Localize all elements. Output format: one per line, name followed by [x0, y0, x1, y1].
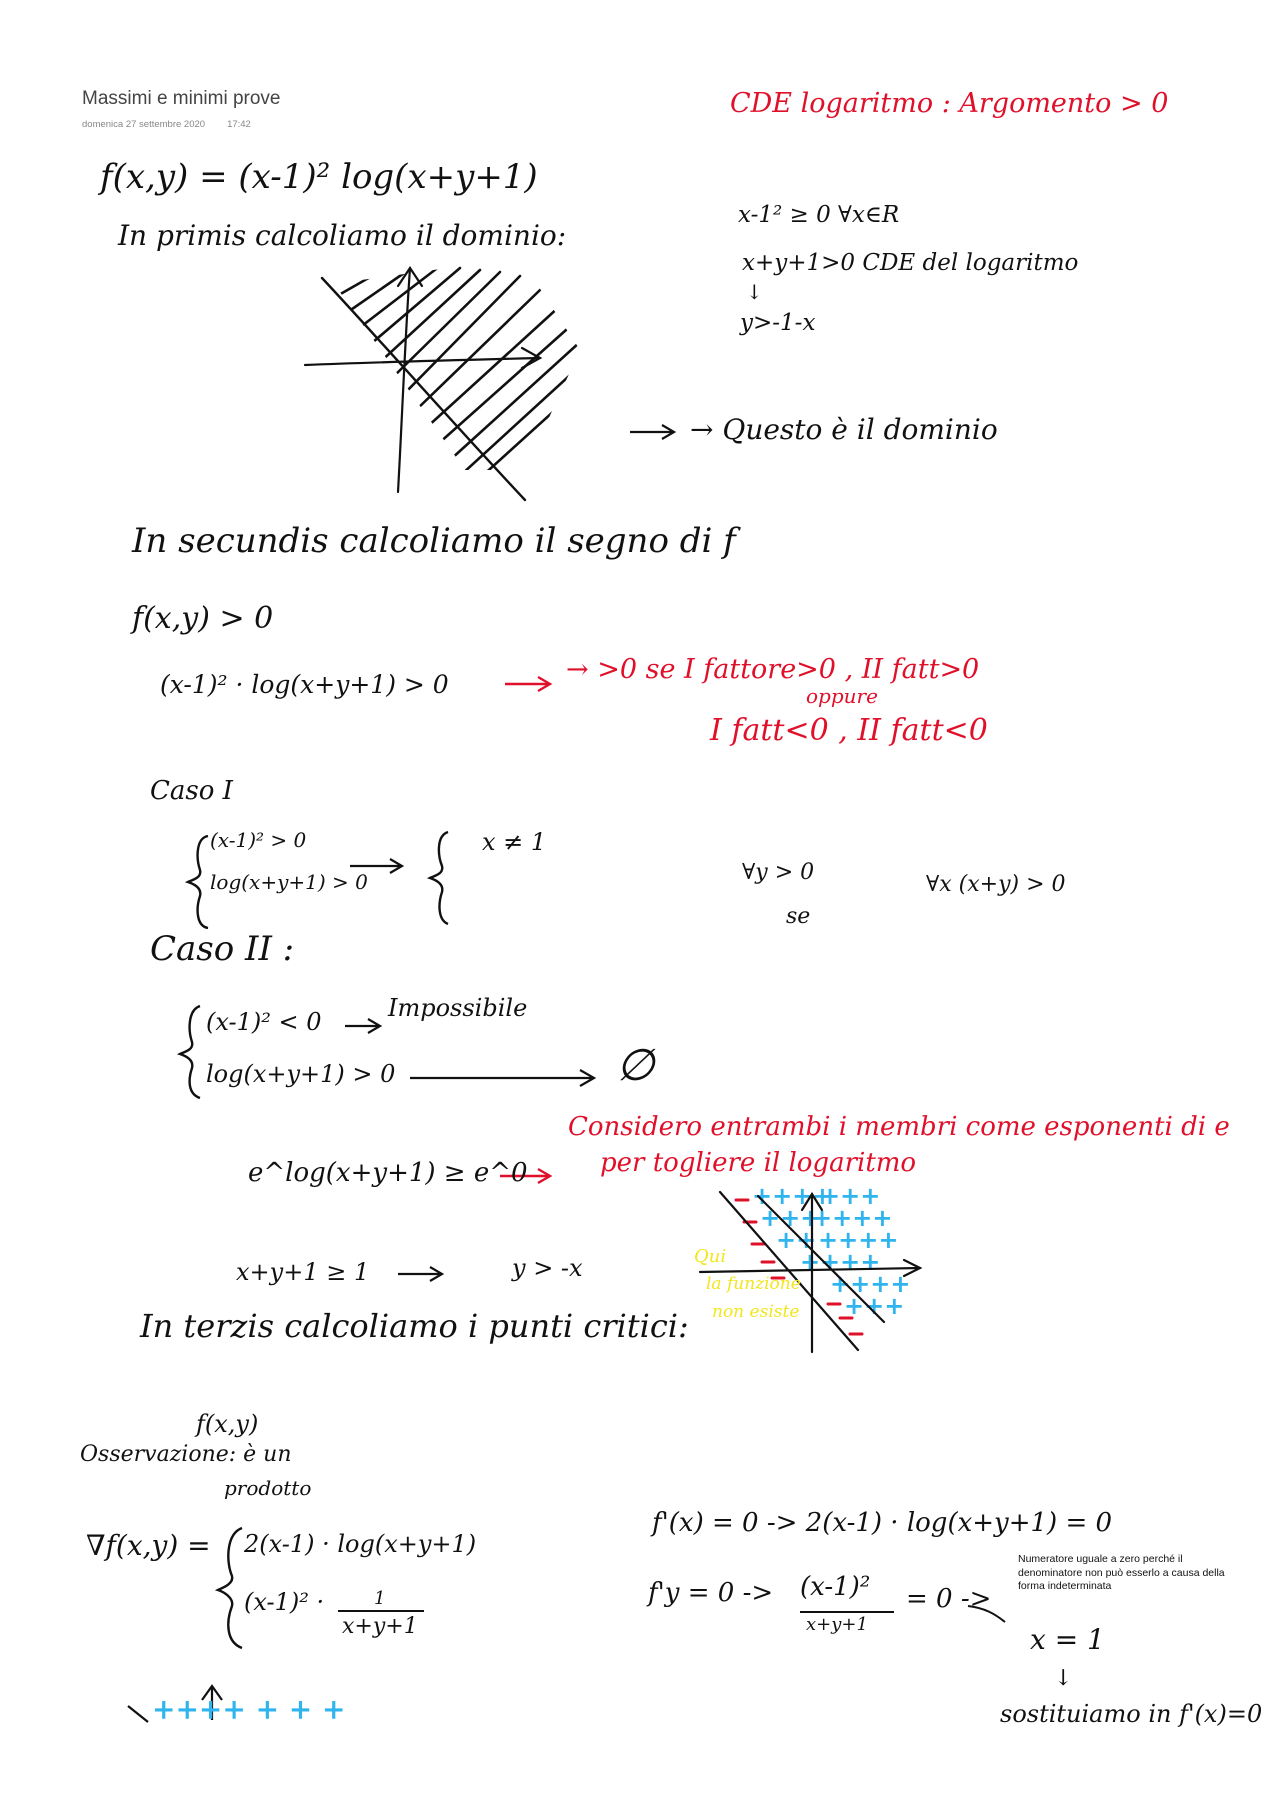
plot-note-2: la funzione [706, 1274, 801, 1294]
fy-fraction-num: (x-1)² [800, 1572, 871, 1602]
svg-text:++++: ++++ [830, 1270, 911, 1298]
step-sign: In secundis calcoliamo il segno di f [132, 521, 736, 561]
svg-text:+++: +++ [820, 1182, 881, 1210]
domain-label: → Questo è il dominio [690, 413, 998, 446]
function-definition: f(x,y) = (x-1)² log(x+y+1) [100, 157, 538, 197]
sign-rule-2: I fatt<0 , II fatt<0 [710, 713, 988, 748]
gradient-brace [218, 1528, 242, 1648]
case2-result: ∅ [616, 1040, 655, 1091]
svg-text:+: + [800, 1248, 821, 1276]
fy-equation-end: = 0 -> [906, 1584, 992, 1614]
case2-label: Caso II : [150, 929, 295, 969]
positive-region-pluses [752, 1182, 910, 1320]
linear-arrow [398, 1267, 442, 1281]
case2-brace [180, 1006, 200, 1098]
obs-top: f(x,y) [196, 1410, 259, 1438]
substitution-note: sostituiamo in f'(x)=0 [1000, 1700, 1263, 1728]
sign-plot [700, 1182, 920, 1352]
numerator-note: Numeratore uguale a zero perché il denominatore non può esserlo a causa della forma indeterminata [1018, 1553, 1225, 1592]
sign-inequality: f(x,y) > 0 [132, 601, 274, 636]
gradient-fraction-den: x+y+1 [342, 1614, 418, 1639]
sign-arrow [505, 677, 550, 691]
gradient-fraction-num: 1 [374, 1588, 386, 1609]
cond-arrow: ↓ [746, 280, 763, 304]
svg-text:++++: ++++ [818, 1226, 899, 1254]
x-result: x = 1 [1030, 1623, 1105, 1656]
gradient-component-1: 2(x-1) · log(x+y+1) [244, 1530, 477, 1558]
exp-inequality: e^log(x+y+1) ≥ e^0 [248, 1158, 528, 1188]
obs-bottom: prodotto [224, 1476, 312, 1500]
case1-eq1: (x-1)² > 0 [210, 828, 307, 852]
svg-text:++: ++ [776, 1226, 817, 1254]
fy-equation: f'y = 0 -> [648, 1578, 774, 1608]
domain-arrow [630, 425, 674, 439]
domain-boundary-line [322, 278, 525, 500]
step-domain: In primis calcoliamo il dominio: [118, 219, 567, 252]
case1-result-brace [430, 832, 448, 924]
gradient-component-2: (x-1)² · [244, 1588, 325, 1616]
case1-eq2: log(x+y+1) > 0 [210, 870, 368, 894]
plot-note-3: non esiste [712, 1302, 800, 1322]
case1-result: x ≠ 1 [482, 828, 547, 856]
x-down-arrow: ↓ [1054, 1666, 1073, 1691]
cond-log: x+y+1>0 CDE del logaritmo [742, 250, 1079, 276]
plot-note-1: Qui [694, 1246, 727, 1267]
linear-result: y > -x [512, 1254, 583, 1282]
case2-impossible: Impossibile [388, 994, 528, 1022]
cond-square: x-1² ≥ 0 ∀x∈R [738, 202, 900, 228]
domain-hatching [330, 260, 580, 478]
case1-side-2: se [786, 904, 811, 929]
fx-equation: f'(x) = 0 -> 2(x-1) · log(x+y+1) = 0 [652, 1508, 1113, 1538]
svg-text:+++: +++ [820, 1248, 881, 1276]
case1-side-3: ∀x (x+y) > 0 [926, 872, 1066, 897]
case2-eq1: (x-1)² < 0 [206, 1008, 322, 1036]
cde-heading: CDE logaritmo : Argomento > 0 [730, 88, 1169, 119]
svg-text:+++: +++ [844, 1292, 905, 1320]
domain-sketch [305, 260, 580, 500]
case1-brace [188, 836, 208, 928]
bottom-plus-row: ++++ + + + [152, 1693, 346, 1726]
page-date: domenica 27 settembre 2020 [82, 119, 206, 130]
svg-text:++++: ++++ [752, 1182, 833, 1210]
sign-rule-1: → >0 se I fattore>0 , II fatt>0 [566, 654, 980, 685]
cond-result: y>-1-x [740, 310, 816, 336]
exp-note-2: per togliere il logaritmo [600, 1148, 917, 1178]
y-axis [398, 268, 410, 492]
obs-label: Osservazione: è un [80, 1442, 292, 1467]
svg-text:+++: +++ [760, 1204, 821, 1232]
linear-inequality: x+y+1 ≥ 1 [236, 1258, 370, 1286]
case2-arrow-2 [410, 1070, 594, 1086]
exp-note-1: Considero entrambi i membri come esponenti di e [568, 1112, 1230, 1142]
page-title: Massimi e minimi prove [82, 88, 281, 109]
sign-rule-or: oppure [806, 684, 878, 708]
case1-side-1: ∀y > 0 [742, 860, 815, 885]
svg-text:++++: ++++ [812, 1204, 893, 1232]
gradient-label: ∇f(x,y) = [86, 1529, 211, 1562]
bottom-backslash [128, 1706, 148, 1722]
x-axis [305, 358, 540, 365]
step-critical: In terzis calcoliamo i punti critici: [140, 1307, 689, 1345]
case2-arrow-1 [345, 1019, 380, 1033]
case2-eq2: log(x+y+1) > 0 [206, 1060, 396, 1088]
case1-label: Caso I [150, 776, 233, 806]
fy-fraction-den: x+y+1 [806, 1614, 868, 1635]
page-time: 17:42 [227, 119, 251, 130]
sign-product: (x-1)² · log(x+y+1) > 0 [160, 670, 449, 699]
